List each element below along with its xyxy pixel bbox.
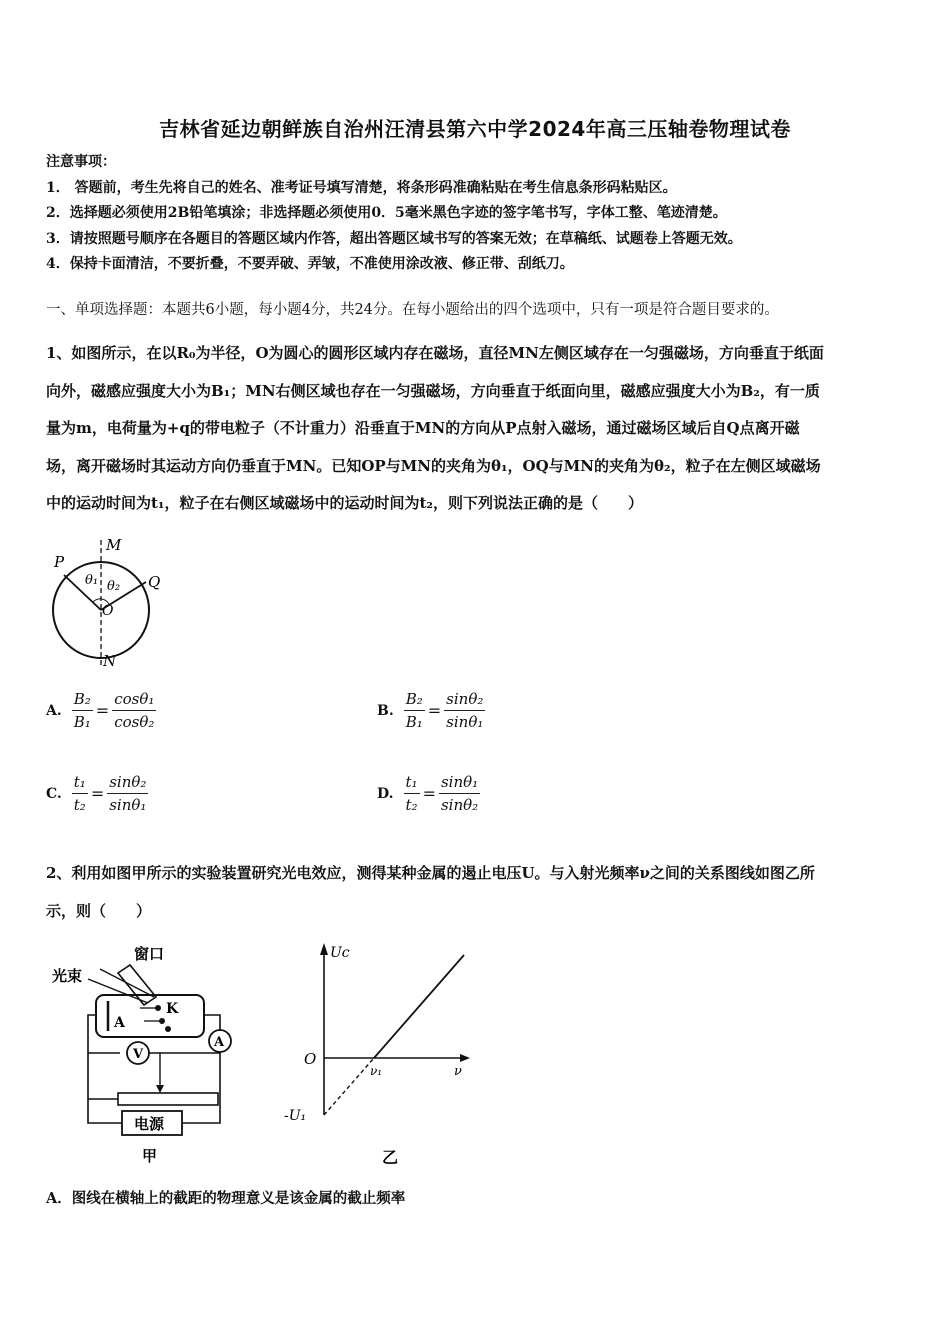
circuit-wire (182, 1099, 220, 1123)
denominator: sinθ₁ (109, 796, 147, 814)
label-o: O (102, 603, 114, 619)
fraction-left (404, 690, 425, 731)
q1-circle-figure (46, 530, 176, 675)
y-axis-arrow (320, 943, 328, 955)
fraction-left (72, 690, 93, 731)
label-p: P (54, 553, 65, 571)
label-theta1: θ₁ (85, 573, 99, 588)
label-m: M (106, 536, 122, 554)
label-nu1: ν₁ (370, 1064, 383, 1078)
numerator: t₁ (72, 773, 88, 794)
label-uc: Uc (330, 945, 350, 961)
circuit-wire (88, 1053, 118, 1099)
fraction-left (72, 773, 88, 814)
numerator: cosθ₁ (112, 690, 156, 711)
label-n: N (103, 652, 117, 670)
fraction-left (404, 773, 420, 814)
question-2-stem (46, 855, 912, 930)
label-theta2: θ₂ (107, 579, 121, 594)
graph-extension (324, 1058, 374, 1115)
light-ray (100, 969, 154, 997)
q1-line: 1、如图所示，在以R₀为半径，O为圆心的圆形区域内存在磁场，直径MN左侧区域存在一匀强磁场，方向垂直于纸面 (46, 344, 824, 362)
fraction-right (112, 690, 156, 731)
fraction-right (439, 773, 480, 814)
equals-sign: = (95, 701, 110, 720)
rheostat (118, 1093, 218, 1105)
figure-yi-graph (282, 935, 482, 1170)
label-window: 窗口 (134, 945, 165, 963)
fraction-right (107, 773, 148, 814)
equals-sign: = (90, 784, 105, 803)
denominator: B₁ (73, 713, 91, 731)
label-q: Q (148, 573, 161, 591)
caption-jia: 甲 (142, 1147, 158, 1165)
option-letter: A. (46, 702, 62, 719)
denominator: t₂ (405, 796, 418, 814)
option-letter: D. (377, 785, 394, 802)
numerator: B₂ (72, 690, 93, 711)
q1-line: 向外，磁感应强度大小为B₁；MN右侧区域也存在一匀强磁场，方向垂直于纸面向里，磁感应强度大小为B₂，有一质 (46, 381, 820, 400)
q1-line: 中的运动时间为t₁，粒子在右侧区域磁场中的运动时间为t₂，则下列说法正确的是（ ） (46, 494, 644, 512)
q1-line: 量为m，电荷量为+q的带电粒子（不计重力）沿垂直于MN的方向从P点射入磁场，通过磁场区域后自Q点离开磁 (46, 419, 800, 437)
circuit-wire (204, 1015, 220, 1031)
q2-line: 2、利用如图甲所示的实验装置研究光电效应，测得某种金属的遏止电压U。与入射光频率ν之间的关系图线如图乙所 (46, 864, 815, 882)
question-1-stem (46, 335, 912, 523)
q1-option-b[interactable] (377, 690, 485, 731)
exam-title: 吉林省延边朝鲜族自治州汪清县第六中学2024年高三压轴卷物理试卷 (159, 117, 791, 141)
graph-line (374, 955, 464, 1058)
q2-line: 示，则（ ） (46, 901, 152, 920)
q1-option-d[interactable] (377, 773, 480, 814)
label-nu: ν (454, 1064, 462, 1079)
label-neg-u1: -U₁ (284, 1108, 307, 1124)
numerator: sinθ₂ (444, 690, 485, 711)
slider-arrow (156, 1085, 164, 1093)
label-voltmeter: V (133, 1047, 144, 1062)
q1-line: 场，离开磁场时其运动方向仍垂直于MN。已知OP与MN的夹角为θ₁，OQ与MN的夹角为θ₂，粒子在左侧区域磁场 (46, 456, 821, 475)
notice-block (46, 150, 916, 278)
circuit-wire (88, 1099, 122, 1123)
figure-jia-apparatus (48, 935, 248, 1170)
fraction-right (444, 690, 485, 731)
notice-item: 1． 答题前，考生先将自己的姓名、准考证号填写清楚，将条形码准确粘贴在考生信息条形码粘贴区。 (46, 179, 677, 196)
denominator: sinθ₁ (446, 713, 484, 731)
notice-heading: 注意事项： (46, 154, 116, 170)
q1-option-a[interactable] (46, 690, 156, 731)
caption-yi: 乙 (382, 1148, 399, 1167)
option-letter: C. (46, 785, 62, 802)
x-axis-arrow (460, 1054, 470, 1062)
numerator: sinθ₁ (439, 773, 480, 794)
numerator: sinθ₂ (107, 773, 148, 794)
equals-sign: = (422, 784, 436, 803)
denominator: B₁ (405, 713, 423, 731)
label-cathode: K (166, 1001, 179, 1017)
equals-sign: = (427, 701, 442, 720)
label-ammeter: A (214, 1035, 225, 1050)
electron (165, 1026, 171, 1032)
option-letter: B. (377, 702, 394, 719)
notice-item: 2．选择题必须使用2B铅笔填涂；非选择题必须使用0．5毫米黑色字迹的签字笔书写，字体工整、笔迹清楚。 (46, 205, 727, 221)
denominator: cosθ₂ (114, 713, 155, 731)
denominator: t₂ (73, 796, 86, 814)
q2-option-a[interactable]: A．图线在横轴上的截距的物理意义是该金属的截止频率 (46, 1190, 406, 1207)
numerator: t₁ (404, 773, 420, 794)
label-light-beam: 光束 (52, 967, 83, 985)
label-origin: O (304, 1050, 317, 1068)
label-anode: A (114, 1015, 125, 1031)
denominator: sinθ₂ (440, 796, 479, 814)
label-power: 电源 (134, 1115, 165, 1133)
numerator: B₂ (404, 690, 425, 711)
notice-item: 3．请按照题号顺序在各题目的答题区域内作答，超出答题区域书写的答案无效；在草稿纸、试题卷上答题无效。 (46, 230, 742, 247)
q1-option-c[interactable] (46, 773, 148, 814)
section-heading: 一、单项选择题：本题共6小题，每小题4分，共24分。在每小题给出的四个选项中，只有一项是符合题目要求的。 (46, 302, 779, 318)
notice-item: 4．保持卡面清洁，不要折叠，不要弄破、弄皱，不准使用涂改液、修正带、刮纸刀。 (46, 256, 574, 272)
